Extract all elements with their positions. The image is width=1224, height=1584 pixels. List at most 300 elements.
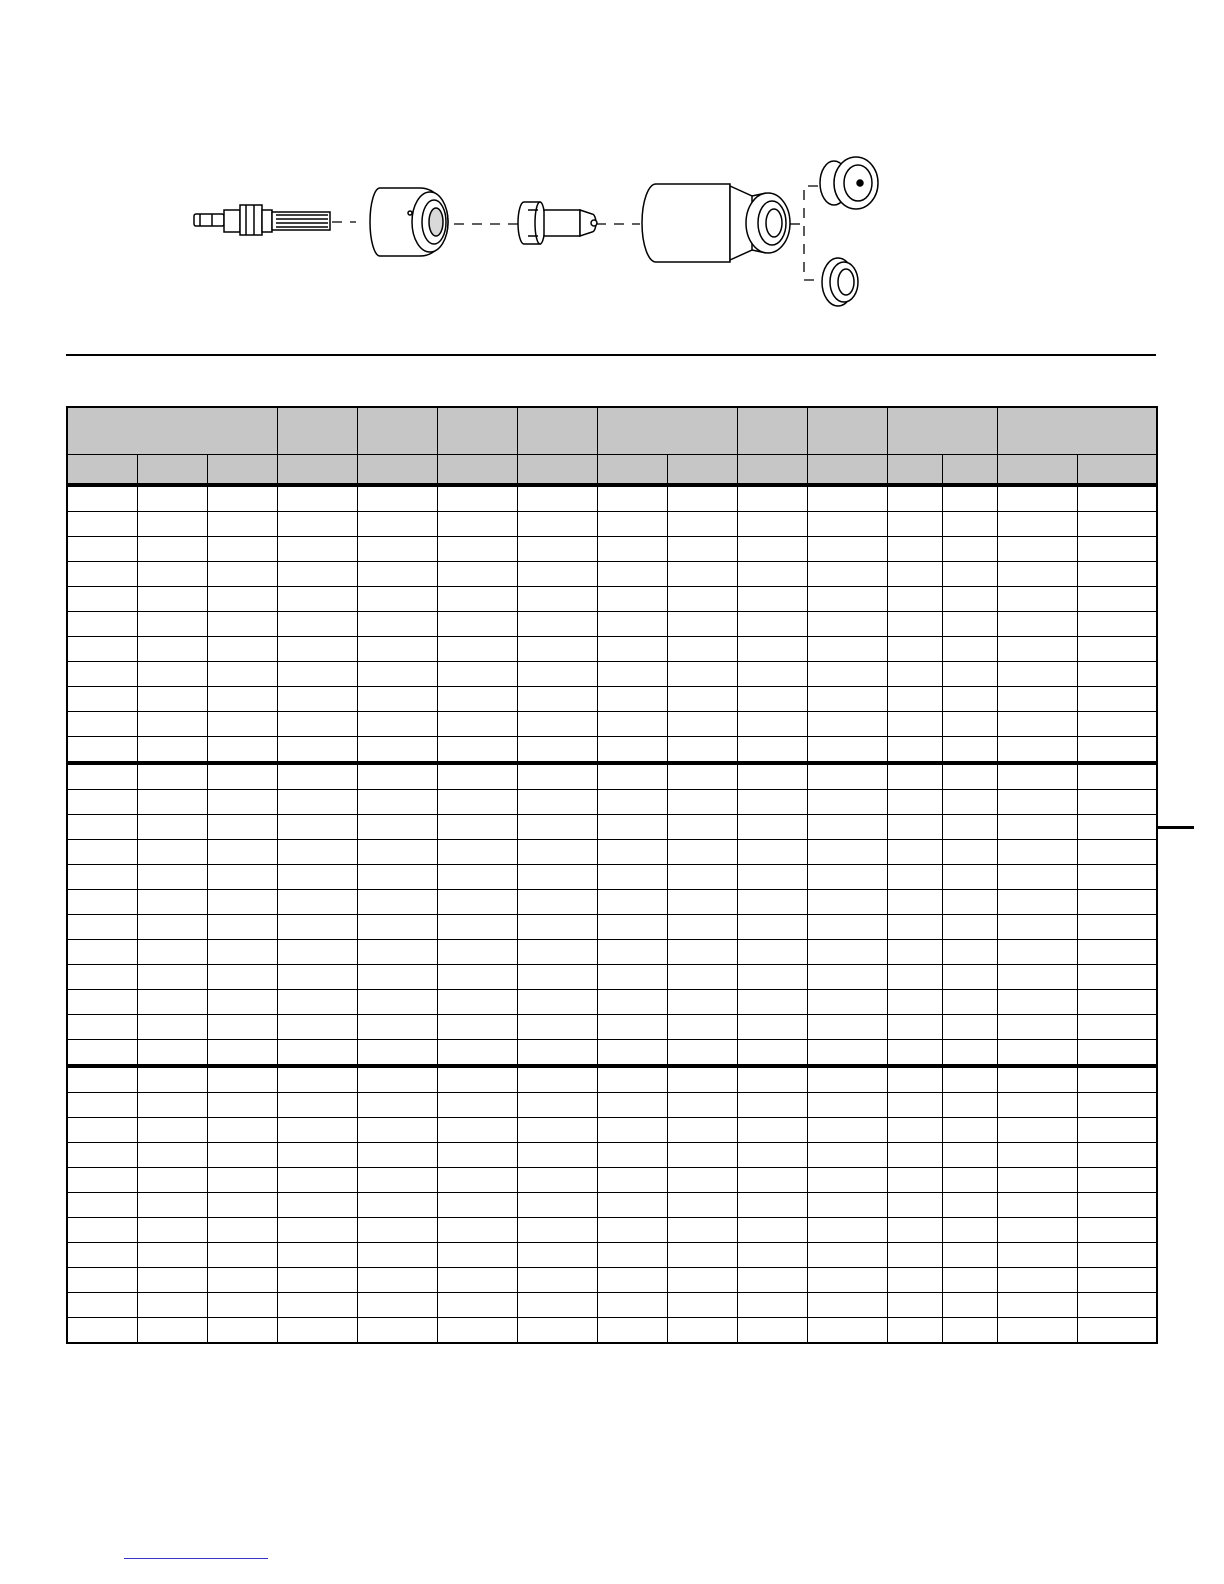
table-cell xyxy=(207,1118,277,1143)
table-cell xyxy=(517,485,597,512)
table-cell xyxy=(737,965,807,990)
table-cell xyxy=(207,562,277,587)
table-cell xyxy=(437,815,517,840)
table-cell xyxy=(737,1193,807,1218)
table-cell xyxy=(887,737,942,764)
table-cell xyxy=(737,915,807,940)
table-row xyxy=(67,940,1157,965)
header-group-1 xyxy=(67,407,277,455)
table-cell xyxy=(942,1243,997,1268)
table-cell xyxy=(1077,1015,1157,1040)
table-row xyxy=(67,662,1157,687)
table-cell xyxy=(357,915,437,940)
table-cell xyxy=(517,537,597,562)
table-row xyxy=(67,512,1157,537)
table-cell xyxy=(1077,687,1157,712)
table-cell xyxy=(807,790,887,815)
table-cell xyxy=(137,1015,207,1040)
table-cell xyxy=(437,915,517,940)
table-cell xyxy=(437,1318,517,1344)
table-cell xyxy=(1077,840,1157,865)
table-cell xyxy=(997,865,1077,890)
table-cell xyxy=(942,1066,997,1093)
table-cell xyxy=(887,965,942,990)
table-row xyxy=(67,990,1157,1015)
table-cell xyxy=(737,485,807,512)
table-cell xyxy=(887,1118,942,1143)
table-cell xyxy=(137,965,207,990)
table-cell xyxy=(517,815,597,840)
table-cell xyxy=(807,662,887,687)
table-cell xyxy=(737,1093,807,1118)
table-cell xyxy=(597,537,667,562)
table-cell xyxy=(517,1093,597,1118)
table-cell xyxy=(737,512,807,537)
table-cell xyxy=(137,587,207,612)
table-cell xyxy=(737,737,807,764)
table-cell xyxy=(737,562,807,587)
table-body xyxy=(67,485,1157,1343)
table-cell xyxy=(357,965,437,990)
table-cell xyxy=(887,587,942,612)
table-cell xyxy=(437,1015,517,1040)
table-row xyxy=(67,712,1157,737)
table-cell xyxy=(942,1093,997,1118)
table-cell xyxy=(1077,485,1157,512)
table-cell xyxy=(517,1015,597,1040)
table-cell xyxy=(137,712,207,737)
table-cell xyxy=(207,1040,277,1067)
table-cell xyxy=(67,1293,137,1318)
table-cell xyxy=(807,1318,887,1344)
table-cell xyxy=(887,1066,942,1093)
table-cell xyxy=(807,1066,887,1093)
table-cell xyxy=(437,562,517,587)
table-cell xyxy=(67,965,137,990)
header-group-3 xyxy=(357,407,437,455)
table-row xyxy=(67,1015,1157,1040)
table-cell xyxy=(997,512,1077,537)
table-cell xyxy=(67,637,137,662)
table-cell xyxy=(667,1093,737,1118)
table-cell xyxy=(1077,990,1157,1015)
table-cell xyxy=(597,815,667,840)
table-cell xyxy=(807,485,887,512)
table-cell xyxy=(997,815,1077,840)
table-cell xyxy=(597,1318,667,1344)
subheader-cell xyxy=(277,455,357,486)
table-cell xyxy=(137,1243,207,1268)
table-cell xyxy=(277,1268,357,1293)
table-cell xyxy=(437,1168,517,1193)
table-cell xyxy=(597,712,667,737)
table-cell xyxy=(942,562,997,587)
subheader-cell xyxy=(737,455,807,486)
table-cell xyxy=(437,1118,517,1143)
table-cell xyxy=(137,815,207,840)
table-cell xyxy=(942,485,997,512)
table-cell xyxy=(207,687,277,712)
table-cell xyxy=(667,1268,737,1293)
table-cell xyxy=(737,1143,807,1168)
table-row xyxy=(67,1318,1157,1344)
table-cell xyxy=(667,512,737,537)
table-cell xyxy=(67,840,137,865)
table-cell xyxy=(357,763,437,790)
table-cell xyxy=(997,1143,1077,1168)
table-cell xyxy=(437,1143,517,1168)
table-cell xyxy=(997,1293,1077,1318)
table-cell xyxy=(1077,815,1157,840)
table-cell xyxy=(207,712,277,737)
table-cell xyxy=(1077,1066,1157,1093)
table-cell xyxy=(357,537,437,562)
table-cell xyxy=(517,1193,597,1218)
table-cell xyxy=(137,1040,207,1067)
table-cell xyxy=(597,637,667,662)
table-cell xyxy=(887,790,942,815)
table-row xyxy=(67,1168,1157,1193)
table-cell xyxy=(997,1268,1077,1293)
table-cell xyxy=(277,562,357,587)
table-cell xyxy=(207,840,277,865)
table-cell xyxy=(437,712,517,737)
table-cell xyxy=(437,512,517,537)
table-cell xyxy=(997,763,1077,790)
table-cell xyxy=(517,1066,597,1093)
table-cell xyxy=(807,712,887,737)
table-cell xyxy=(67,990,137,1015)
table-cell xyxy=(357,1218,437,1243)
table-cell xyxy=(517,1268,597,1293)
table-cell xyxy=(357,562,437,587)
table-cell xyxy=(277,840,357,865)
table-cell xyxy=(137,865,207,890)
table-row xyxy=(67,915,1157,940)
header-group-2 xyxy=(277,407,357,455)
table-cell xyxy=(517,712,597,737)
table-cell xyxy=(667,1015,737,1040)
table-cell xyxy=(207,790,277,815)
table-cell xyxy=(597,865,667,890)
table-cell xyxy=(207,737,277,764)
table-cell xyxy=(997,940,1077,965)
table-cell xyxy=(67,537,137,562)
table-cell xyxy=(807,512,887,537)
table-cell xyxy=(357,990,437,1015)
table-cell xyxy=(1077,1293,1157,1318)
table-cell xyxy=(207,1268,277,1293)
table-cell xyxy=(1077,1193,1157,1218)
table-cell xyxy=(207,865,277,890)
table-cell xyxy=(277,865,357,890)
table-cell xyxy=(67,915,137,940)
table-cell xyxy=(737,1066,807,1093)
table-cell xyxy=(667,612,737,637)
table-cell xyxy=(437,1293,517,1318)
table-cell xyxy=(667,587,737,612)
table-cell xyxy=(437,737,517,764)
table-cell xyxy=(277,1168,357,1193)
table-cell xyxy=(207,1243,277,1268)
table-cell xyxy=(737,890,807,915)
table-cell xyxy=(277,687,357,712)
table-cell xyxy=(277,1143,357,1168)
table-cell xyxy=(667,1066,737,1093)
table-cell xyxy=(277,890,357,915)
table-cell xyxy=(597,1093,667,1118)
table-cell xyxy=(67,1193,137,1218)
table-cell xyxy=(997,562,1077,587)
table-cell xyxy=(997,790,1077,815)
table-cell xyxy=(887,712,942,737)
table-cell xyxy=(807,562,887,587)
table-cell xyxy=(997,485,1077,512)
table-cell xyxy=(67,1243,137,1268)
table-cell xyxy=(942,940,997,965)
table-cell xyxy=(597,485,667,512)
table-cell xyxy=(277,915,357,940)
table-cell xyxy=(667,1243,737,1268)
table-cell xyxy=(517,1143,597,1168)
table-cell xyxy=(997,737,1077,764)
table-cell xyxy=(67,737,137,764)
table-cell xyxy=(807,915,887,940)
table-cell xyxy=(997,1318,1077,1344)
table-cell xyxy=(67,587,137,612)
table-cell xyxy=(137,1268,207,1293)
subheader-cell xyxy=(667,455,737,486)
table-cell xyxy=(137,840,207,865)
table-cell xyxy=(1077,1093,1157,1118)
subheader-cell xyxy=(997,455,1077,486)
table-cell xyxy=(277,1015,357,1040)
table-cell xyxy=(207,662,277,687)
subheader-cell xyxy=(137,455,207,486)
table-cell xyxy=(997,687,1077,712)
table-cell xyxy=(667,537,737,562)
table-cell xyxy=(597,763,667,790)
table-cell xyxy=(667,637,737,662)
table-cell xyxy=(1077,662,1157,687)
table-cell xyxy=(737,1243,807,1268)
table-cell xyxy=(67,1218,137,1243)
table-cell xyxy=(137,990,207,1015)
table-cell xyxy=(737,1293,807,1318)
table-cell xyxy=(737,662,807,687)
table-cell xyxy=(517,1040,597,1067)
table-cell xyxy=(137,940,207,965)
table-row xyxy=(67,840,1157,865)
table-cell xyxy=(207,512,277,537)
table-cell xyxy=(277,712,357,737)
table-cell xyxy=(137,915,207,940)
table-cell xyxy=(357,637,437,662)
table-cell xyxy=(517,587,597,612)
table-cell xyxy=(807,890,887,915)
side-tab-mark xyxy=(1158,826,1194,829)
table-cell xyxy=(277,512,357,537)
table-cell xyxy=(137,1318,207,1344)
table-cell xyxy=(67,1268,137,1293)
table-cell xyxy=(997,1193,1077,1218)
table-cell xyxy=(277,662,357,687)
shield-ring-icon xyxy=(822,258,858,306)
table-cell xyxy=(207,612,277,637)
table-cell xyxy=(997,1040,1077,1067)
table-cell xyxy=(277,1040,357,1067)
table-cell xyxy=(997,612,1077,637)
table-cell xyxy=(942,1015,997,1040)
table-cell xyxy=(737,537,807,562)
table-cell xyxy=(667,1143,737,1168)
table-cell xyxy=(942,1268,997,1293)
table-cell xyxy=(137,485,207,512)
table-cell xyxy=(67,790,137,815)
table-cell xyxy=(207,1143,277,1168)
table-cell xyxy=(942,865,997,890)
table-cell xyxy=(887,1015,942,1040)
table-cell xyxy=(667,1293,737,1318)
table-cell xyxy=(807,1143,887,1168)
table-cell xyxy=(942,1318,997,1344)
table-cell xyxy=(807,637,887,662)
table-cell xyxy=(997,840,1077,865)
table-cell xyxy=(517,1168,597,1193)
table-cell xyxy=(807,1268,887,1293)
table-row xyxy=(67,763,1157,790)
table-cell xyxy=(737,1318,807,1344)
table-cell xyxy=(942,815,997,840)
subheader-cell xyxy=(207,455,277,486)
table-cell xyxy=(737,763,807,790)
table-cell xyxy=(1077,587,1157,612)
table-cell xyxy=(67,815,137,840)
table-cell xyxy=(807,1015,887,1040)
table-cell xyxy=(997,587,1077,612)
table-cell xyxy=(597,1118,667,1143)
table-cell xyxy=(887,763,942,790)
subheader-cell xyxy=(597,455,667,486)
table-cell xyxy=(277,1118,357,1143)
table-cell xyxy=(357,662,437,687)
table-cell xyxy=(517,1318,597,1344)
footer-link-underline xyxy=(124,1558,268,1559)
table-cell xyxy=(517,737,597,764)
table-cell xyxy=(277,537,357,562)
table-cell xyxy=(737,687,807,712)
table-cell xyxy=(1077,1268,1157,1293)
table-cell xyxy=(597,840,667,865)
table-cell xyxy=(1077,915,1157,940)
table-cell xyxy=(667,687,737,712)
table-cell xyxy=(667,840,737,865)
table-cell xyxy=(997,915,1077,940)
table-cell xyxy=(667,790,737,815)
table-cell xyxy=(67,940,137,965)
table-cell xyxy=(67,1093,137,1118)
table-cell xyxy=(1077,1118,1157,1143)
table-cell xyxy=(517,865,597,890)
table-cell xyxy=(997,637,1077,662)
table-cell xyxy=(597,790,667,815)
table-cell xyxy=(357,1193,437,1218)
table-cell xyxy=(997,1243,1077,1268)
table-cell xyxy=(997,1093,1077,1118)
table-cell xyxy=(137,1143,207,1168)
table-cell xyxy=(207,915,277,940)
table-cell xyxy=(597,587,667,612)
table-cell xyxy=(942,737,997,764)
table-cell xyxy=(887,562,942,587)
table-cell xyxy=(67,662,137,687)
table-cell xyxy=(517,763,597,790)
table-cell xyxy=(597,1293,667,1318)
table-cell xyxy=(997,1015,1077,1040)
table-row xyxy=(67,890,1157,915)
table-cell xyxy=(357,485,437,512)
table-cell xyxy=(737,865,807,890)
table-cell xyxy=(357,737,437,764)
table-cell xyxy=(807,737,887,764)
table-cell xyxy=(207,940,277,965)
table-cell xyxy=(597,1066,667,1093)
table-cell xyxy=(517,965,597,990)
table-cell xyxy=(997,662,1077,687)
table-cell xyxy=(137,1218,207,1243)
table-cell xyxy=(207,537,277,562)
table-cell xyxy=(737,712,807,737)
table-cell xyxy=(517,840,597,865)
table-cell xyxy=(277,1066,357,1093)
table-cell xyxy=(942,687,997,712)
table-row xyxy=(67,1243,1157,1268)
table-cell xyxy=(437,790,517,815)
table-cell xyxy=(597,562,667,587)
table-cell xyxy=(737,815,807,840)
table-cell xyxy=(67,512,137,537)
table-cell xyxy=(437,1040,517,1067)
table-cell xyxy=(887,687,942,712)
table-cell xyxy=(887,512,942,537)
table-cell xyxy=(1077,537,1157,562)
table-cell xyxy=(277,1218,357,1243)
table-cell xyxy=(597,662,667,687)
table-cell xyxy=(1077,790,1157,815)
table-cell xyxy=(357,1118,437,1143)
table-cell xyxy=(357,815,437,840)
table-cell xyxy=(597,1168,667,1193)
table-cell xyxy=(1077,1168,1157,1193)
table-cell xyxy=(67,865,137,890)
table-cell xyxy=(437,1066,517,1093)
table-cell xyxy=(737,1040,807,1067)
table-cell xyxy=(357,1040,437,1067)
table-cell xyxy=(357,790,437,815)
table-cell xyxy=(737,1015,807,1040)
table-row xyxy=(67,865,1157,890)
table-cell xyxy=(277,485,357,512)
subheader-cell xyxy=(517,455,597,486)
table-cell xyxy=(517,562,597,587)
table-cell xyxy=(277,763,357,790)
table-cell xyxy=(437,990,517,1015)
table-cell xyxy=(942,790,997,815)
table-cell xyxy=(737,940,807,965)
table-cell xyxy=(1077,512,1157,537)
table-cell xyxy=(137,637,207,662)
table-cell xyxy=(1077,965,1157,990)
